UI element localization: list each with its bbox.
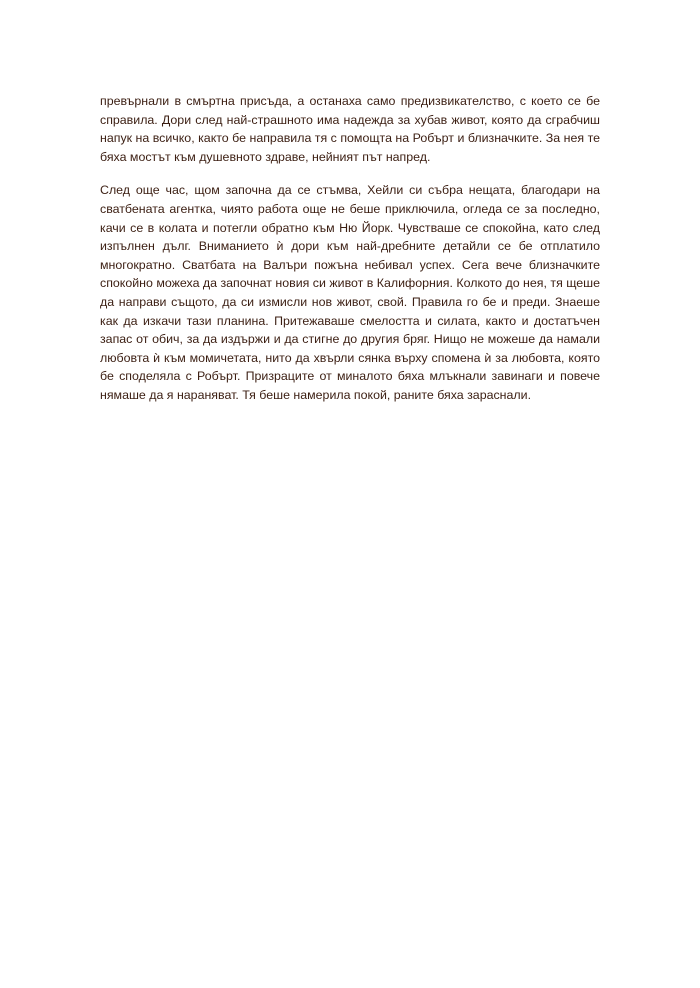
paragraph-1: превърнали в смъртна присъда, а останаха само предизвикателство, с което се бе справила. Дори след най-страшното има надежда за хубав живот, която да сграбчиш напук на всичко, както бе направила тя с помощта на Робърт и близначките. За нея те бяха мостът към душевното здраве, нейният път напред. bbox=[100, 94, 600, 164]
paragraph-2: След още час, щом започна да се стъмва, Хейли си събра нещата, благодари на сватбената агентка, чиято работа още не беше приключила, огледа се за последно, качи се в колата и потегли обратно към Ню Йорк. Чувстваше се спокойна, като след изпълнен дълг. Вниманието ѝ дори към най-дребните детайли се бе отплатило многократно. Сватбата на Валъри пожъна небивал успех. Сега вече близначките спокойно можеха да започнат новия си живот в Калифорния. Колкото до нея, тя щеше да направи същото, да си измисли нов живот, свой. Правила го бе и преди. Знаеше как да изкачи тази планина. Притежаваше смелостта и силата, както и достатъчен запас от обич, за да издържи и да стигне до другия бряг. Нищо не можеше да намали любовта ѝ към момичетата, нито да хвърли сянка върху спомена ѝ за любовта, която бе споделяла с Робърт. Призраците от миналото бяха млъкнали завинаги и повече нямаше да я нараняват. Тя беше намерила покой, раните бяха зараснали. bbox=[100, 183, 600, 402]
body-text bbox=[100, 92, 600, 405]
